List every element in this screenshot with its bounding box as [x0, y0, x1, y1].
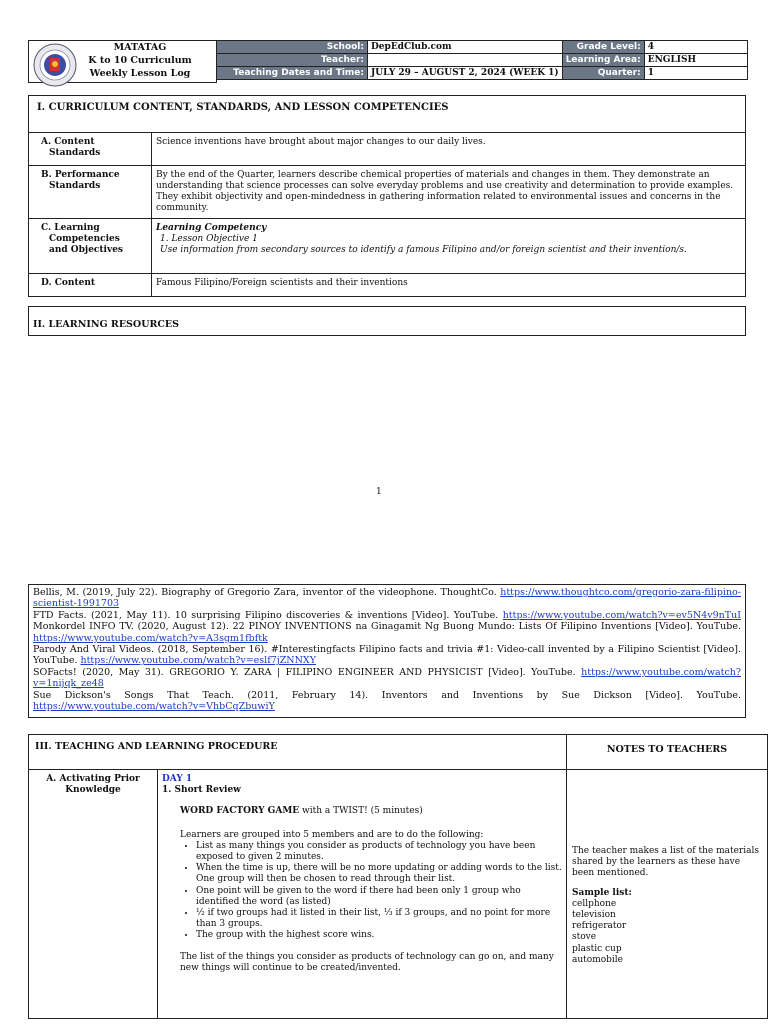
section2-title: II. LEARNING RESOURCES [33, 319, 180, 330]
notes-text: The teacher makes a list of the materials shared by the learners as these have been mentioned. [572, 846, 759, 879]
activity-content [158, 770, 567, 1019]
reference-item [33, 587, 741, 610]
content-text: Famous Filipino/Foreign scientists and their inventions [152, 274, 746, 297]
list-item: • One point will be given to the word if there had been only 1 group who identified the word (as listed) [196, 886, 562, 908]
label-line: C. Learning [41, 223, 100, 233]
sample-item: refrigerator [572, 921, 627, 932]
game-suffix: with a TWIST! (5 minutes) [299, 806, 423, 817]
curriculum-table [28, 95, 746, 297]
header-title [80, 41, 200, 80]
list-item: • The group with the highest score wins. [196, 930, 562, 941]
competency-heading: Learning Competency [156, 223, 267, 233]
day-label: DAY 1 [162, 774, 193, 784]
learning-competencies-label [29, 219, 152, 274]
learning-resources-box [28, 306, 746, 336]
learning-area-label: Learning Area: [562, 54, 644, 67]
activating-prior-knowledge-label [29, 770, 158, 1019]
reference-item [33, 667, 741, 690]
reference-link[interactable]: https://www.thoughtco.com/gregorio-zara-filipino-scientist-1991703 [33, 587, 741, 610]
reference-item [33, 610, 741, 644]
header-title-line: Weekly Lesson Log [89, 68, 191, 79]
label-line: D. Content [41, 278, 96, 288]
dates-value: JULY 29 – AUGUST 2, 2024 (WEEK 1) [368, 67, 563, 80]
section3-title-cell [29, 735, 567, 770]
content-standards-label [29, 133, 152, 166]
section1-title [29, 96, 746, 133]
dates-label: Teaching Dates and Time: [217, 67, 368, 80]
section3-title: III. TEACHING AND LEARNING PROCEDURE [35, 741, 278, 752]
reference-text: Monkordel INFO TV. (2020, August 12). 22 PINOY INVENTIONS na Ginagamit Ng Buong Mundo: Lists Of Filipino Inventions [Video]. YouTube. [33, 621, 741, 633]
notes-title: NOTES TO TEACHERS [606, 744, 728, 755]
grade-level-label: Grade Level: [562, 41, 644, 54]
activity-closing: The list of the things you consider as products of technology can go on, and many new things will continue to be created/invented. [180, 951, 554, 973]
list-item: • When the time is up, there will be no more updating or adding words to the list. One group will then be chosen to read through their list. [196, 863, 562, 885]
teacher-value [368, 54, 563, 67]
reference-link[interactable]: https://www.youtube.com/watch?v=eslf7jZNNXY [80, 655, 316, 667]
reference-text: Bellis, M. (2019, July 22). Biography of Gregorio Zara, inventor of the videophone. ThoughtCo. [33, 587, 501, 598]
reference-link[interactable]: https://www.youtube.com/watch?v=1nijqk_ze48 [33, 666, 741, 690]
label-line: B. Performance [41, 170, 120, 180]
performance-standards-label [29, 166, 152, 219]
reference-text: SOFacts! (2020, May 31). GREGORIO Y. ZARA | FILIPINO ENGINEER AND PHYSICIST [Video]. YouTube. [33, 666, 582, 678]
label-line: A. Content [41, 137, 95, 147]
step-label: 1. Short Review [162, 785, 241, 796]
deped-seal-icon [33, 43, 77, 87]
reference-link[interactable]: https://www.youtube.com/watch?v=A3sgm1fbftk [33, 632, 268, 644]
game-title: WORD FACTORY GAME [180, 806, 300, 817]
activity-intro: Learners are grouped into 5 members and are to do the following: [180, 829, 484, 840]
content-label [29, 274, 152, 297]
sample-list-title: Sample list: [572, 887, 632, 898]
sample-item: television [572, 910, 616, 921]
activity-bullets [162, 841, 562, 942]
content-standards-text: Science inventions have brought about major changes to our daily lives. [152, 133, 746, 166]
sample-item: automobile [572, 954, 623, 965]
notes-title-cell [567, 735, 768, 770]
school-label: School: [217, 41, 368, 54]
quarter-label: Quarter: [562, 67, 644, 80]
header-title-line: K to 10 Curriculum [88, 55, 192, 66]
reference-item [33, 690, 741, 713]
grade-level-value: 4 [644, 41, 747, 54]
label-line: Knowledge [65, 785, 121, 796]
list-item: • ½ if two groups had it listed in their list, ⅓ if 3 groups, and no point for more than 3 groups. [196, 908, 562, 930]
performance-standards-text: By the end of the Quarter, learners describe chemical properties of materials and changes in them. They demonstrate an understanding that science processes can solve everyday problems and use creativity and determination to provide examples. They exhibit objectivity and open-mindedness in gathering information related to environmental issues and concerns in the community. [152, 166, 746, 219]
learning-area-value: ENGLISH [644, 54, 747, 67]
label-line: Standards [49, 148, 101, 158]
quarter-value: 1 [644, 67, 747, 80]
learning-competencies-content [152, 219, 746, 274]
objective-line: 1. Lesson Objective 1 [160, 234, 258, 244]
sample-item: stove [572, 932, 597, 943]
header-title-line: MATATAG [113, 42, 167, 53]
reference-link[interactable]: https://www.youtube.com/watch?v=VhbCqZbuwiY [33, 701, 275, 713]
objective-text: Use information from secondary sources to identify a famous Filipino and/or foreign scientist and their invention/s. [160, 245, 687, 255]
sample-item: cellphone [572, 898, 617, 909]
label-line: A. Activating Prior [46, 774, 140, 784]
sample-item: plastic cup [572, 943, 622, 954]
reference-link[interactable]: https://www.youtube.com/watch?v=ev5N4v9nTuI [502, 609, 741, 621]
references-box [28, 584, 746, 718]
school-value: DepEdClub.com [368, 41, 563, 54]
page-number: 1 [376, 487, 382, 497]
list-item: • List as many things you consider as products of technology you have been exposed to given 2 minutes. [196, 841, 562, 863]
label-line: and Objectives [49, 245, 123, 255]
label-line: Competencies [49, 234, 120, 244]
reference-text: Sue Dickson's Songs That Teach. (2011, February 14). Inventors and Inventions by Sue Dickson [Video]. YouTube. [33, 689, 741, 701]
section1-title-text: I. CURRICULUM CONTENT, STANDARDS, AND LESSON COMPETENCIES [37, 102, 449, 113]
label-line: Standards [49, 181, 101, 191]
procedure-table [28, 734, 768, 1019]
teacher-label: Teacher: [217, 54, 368, 67]
reference-text: FTD Facts. (2021, May 11). 10 surprising Filipino discoveries & inventions [Video]. YouTube. [33, 609, 503, 621]
header-info-table [216, 40, 748, 80]
notes-content [567, 770, 768, 1019]
reference-text: Parody And Viral Videos. (2018, September 16). #Interestingfacts Filipino facts and trivia #1: Video-call invented by a Filipino Scientist [Video]. YouTube. [33, 644, 741, 667]
reference-item [33, 644, 741, 667]
